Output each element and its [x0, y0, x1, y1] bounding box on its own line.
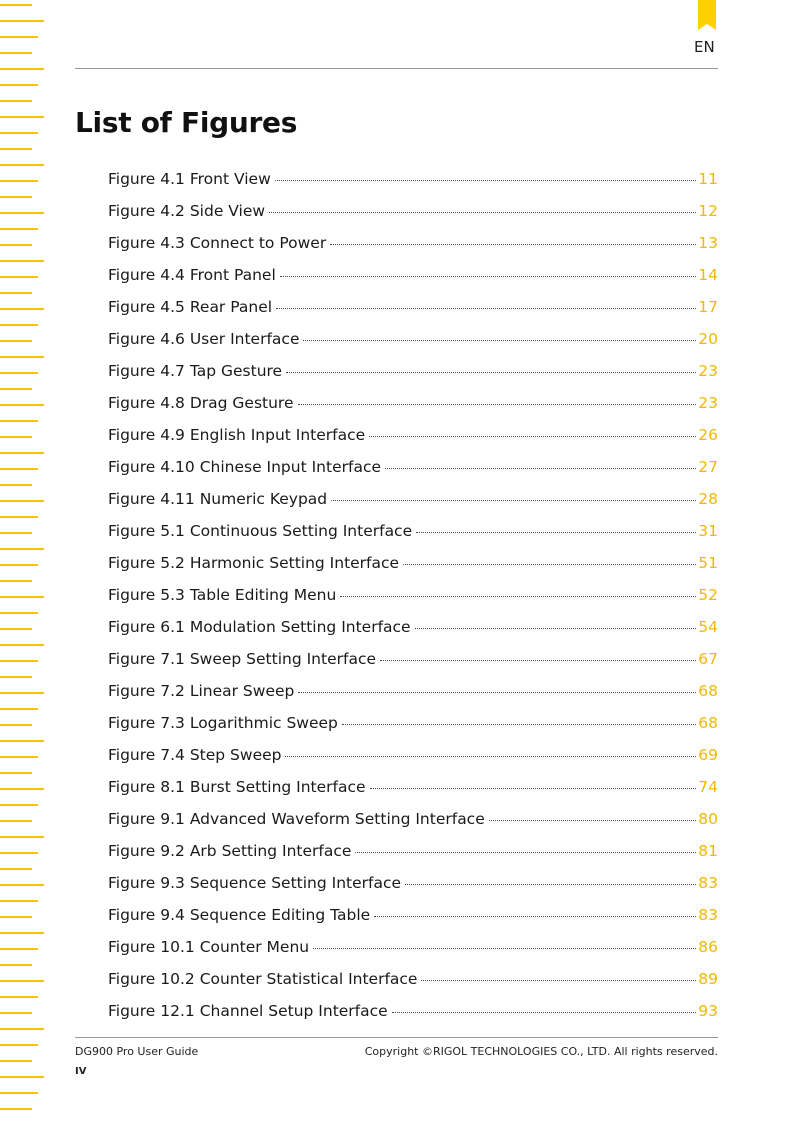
toc-entry-label[interactable]: Figure 4.11 Numeric Keypad	[108, 490, 328, 508]
toc-entry[interactable]	[108, 585, 718, 617]
margin-tick	[0, 644, 44, 646]
toc-entry[interactable]	[108, 905, 718, 937]
margin-tick	[0, 228, 38, 230]
margin-tick	[0, 308, 44, 310]
toc-entry-label[interactable]: Figure 5.1 Continuous Setting Interface	[108, 522, 413, 540]
margin-tick	[0, 356, 44, 358]
margin-tick	[0, 372, 38, 374]
toc-leader-dots	[415, 628, 697, 629]
margin-tick	[0, 20, 44, 22]
toc-entry-label[interactable]: Figure 4.6 User Interface	[108, 330, 300, 348]
toc-leader-dots	[374, 916, 696, 917]
toc-entry-page-link[interactable]: 14	[698, 266, 718, 284]
toc-entry-label[interactable]: Figure 9.3 Sequence Setting Interface	[108, 874, 402, 892]
toc-entry-page-link[interactable]: 20	[698, 330, 718, 348]
margin-tick	[0, 116, 44, 118]
toc-entry-label[interactable]: Figure 8.1 Burst Setting Interface	[108, 778, 366, 796]
toc-entry[interactable]	[108, 873, 718, 905]
toc-entry-page-link[interactable]: 27	[698, 458, 718, 476]
toc-entry-label[interactable]: Figure 5.3 Table Editing Menu	[108, 586, 337, 604]
toc-entry[interactable]	[108, 521, 718, 553]
toc-entry-page-link[interactable]: 89	[698, 970, 718, 988]
margin-tick	[0, 820, 32, 822]
toc-entry-page-link[interactable]: 26	[698, 426, 718, 444]
toc-entry-page-link[interactable]: 31	[698, 522, 718, 540]
toc-entry-page-link[interactable]: 52	[698, 586, 718, 604]
margin-tick	[0, 164, 44, 166]
toc-entry[interactable]	[108, 457, 718, 489]
margin-tick	[0, 500, 44, 502]
margin-tick	[0, 612, 38, 614]
margin-tick	[0, 900, 38, 902]
toc-leader-dots	[392, 1012, 697, 1013]
margin-tick	[0, 212, 44, 214]
margin-tick	[0, 948, 38, 950]
toc-entry-page-link[interactable]: 83	[698, 906, 718, 924]
toc-entry-page-link[interactable]: 93	[698, 1002, 718, 1020]
toc-entry[interactable]	[108, 745, 718, 777]
margin-tick-decoration	[0, 0, 50, 1122]
toc-entry-page-link[interactable]: 69	[698, 746, 718, 764]
toc-entry-page-link[interactable]: 28	[698, 490, 718, 508]
header-divider	[75, 68, 718, 69]
margin-tick	[0, 52, 32, 54]
language-tab-marker	[698, 0, 716, 30]
toc-entry-page-link[interactable]: 54	[698, 618, 718, 636]
margin-tick	[0, 980, 44, 982]
toc-entry[interactable]	[108, 265, 718, 297]
margin-tick	[0, 692, 44, 694]
toc-entry-label[interactable]: Figure 9.2 Arb Setting Interface	[108, 842, 352, 860]
toc-entry[interactable]	[108, 649, 718, 681]
toc-leader-dots	[421, 980, 696, 981]
toc-entry-page-link[interactable]: 86	[698, 938, 718, 956]
margin-tick	[0, 788, 44, 790]
footer-document-title: DG900 Pro User Guide	[75, 1045, 199, 1058]
margin-tick	[0, 1028, 44, 1030]
toc-entry-page-link[interactable]: 23	[698, 394, 718, 412]
margin-tick	[0, 84, 38, 86]
margin-tick	[0, 388, 32, 390]
toc-leader-dots	[370, 788, 697, 789]
toc-entry-page-link[interactable]: 67	[698, 650, 718, 668]
toc-entry[interactable]	[108, 777, 718, 809]
toc-entry-page-link[interactable]: 83	[698, 874, 718, 892]
margin-tick	[0, 596, 44, 598]
margin-tick	[0, 292, 32, 294]
margin-tick	[0, 4, 32, 6]
toc-entry-label[interactable]: Figure 12.1 Channel Setup Interface	[108, 1002, 388, 1020]
margin-tick	[0, 420, 38, 422]
toc-leader-dots	[303, 340, 696, 341]
margin-tick	[0, 708, 38, 710]
toc-leader-dots	[385, 468, 696, 469]
toc-entry-page-link[interactable]: 51	[698, 554, 718, 572]
toc-entry-label[interactable]: Figure 4.5 Rear Panel	[108, 298, 273, 316]
margin-tick	[0, 196, 32, 198]
margin-tick	[0, 324, 38, 326]
margin-tick	[0, 148, 32, 150]
toc-entry[interactable]	[108, 393, 718, 425]
margin-tick	[0, 884, 44, 886]
margin-tick	[0, 836, 44, 838]
margin-tick	[0, 564, 38, 566]
toc-entry-page-link[interactable]: 81	[698, 842, 718, 860]
toc-entry-label[interactable]: Figure 9.4 Sequence Editing Table	[108, 906, 371, 924]
margin-tick	[0, 964, 32, 966]
toc-leader-dots	[298, 404, 697, 405]
toc-leader-dots	[355, 852, 696, 853]
toc-entry[interactable]	[108, 297, 718, 329]
margin-tick	[0, 260, 44, 262]
toc-leader-dots	[280, 276, 696, 277]
toc-leader-dots	[298, 692, 696, 693]
margin-tick	[0, 436, 32, 438]
toc-entry-page-link[interactable]: 68	[698, 682, 718, 700]
toc-leader-dots	[285, 756, 696, 757]
toc-entry-label[interactable]: Figure 4.4 Front Panel	[108, 266, 276, 284]
margin-tick	[0, 868, 32, 870]
toc-leader-dots	[269, 212, 696, 213]
margin-tick	[0, 132, 38, 134]
toc-entry-label[interactable]: Figure 7.3 Logarithmic Sweep	[108, 714, 338, 732]
toc-leader-dots	[403, 564, 696, 565]
toc-entry-label[interactable]: Figure 5.2 Harmonic Setting Interface	[108, 554, 400, 572]
toc-entry-page-link[interactable]: 74	[698, 778, 718, 796]
margin-tick	[0, 852, 38, 854]
margin-tick	[0, 516, 38, 518]
toc-entry-label[interactable]: Figure 4.1 Front View	[108, 170, 271, 188]
toc-leader-dots	[342, 724, 696, 725]
toc-leader-dots	[416, 532, 696, 533]
margin-tick	[0, 100, 32, 102]
toc-entry[interactable]	[108, 937, 718, 969]
toc-entry[interactable]	[108, 809, 718, 841]
toc-leader-dots	[330, 244, 696, 245]
toc-entry-label[interactable]: Figure 7.4 Step Sweep	[108, 746, 282, 764]
margin-tick	[0, 276, 38, 278]
toc-leader-dots	[286, 372, 696, 373]
margin-tick	[0, 1012, 32, 1014]
toc-entry[interactable]	[108, 329, 718, 361]
margin-tick	[0, 916, 32, 918]
margin-tick	[0, 452, 44, 454]
margin-tick	[0, 580, 32, 582]
margin-tick	[0, 68, 44, 70]
margin-tick	[0, 1044, 38, 1046]
margin-tick	[0, 996, 38, 998]
toc-entry[interactable]	[108, 681, 718, 713]
toc-entry[interactable]	[108, 841, 718, 873]
margin-tick	[0, 676, 32, 678]
margin-tick	[0, 628, 32, 630]
page-number: IV	[75, 1066, 87, 1077]
toc-entry-label[interactable]: Figure 9.1 Advanced Waveform Setting Interface	[108, 810, 485, 828]
toc-entry-label[interactable]: Figure 7.1 Sweep Setting Interface	[108, 650, 377, 668]
margin-tick	[0, 1076, 44, 1078]
margin-tick	[0, 724, 32, 726]
toc-leader-dots	[275, 180, 697, 181]
toc-entry-label[interactable]: Figure 4.10 Chinese Input Interface	[108, 458, 381, 476]
toc-entry-label[interactable]: Figure 4.7 Tap Gesture	[108, 362, 283, 380]
toc-leader-dots	[369, 436, 696, 437]
toc-entry-label[interactable]: Figure 10.2 Counter Statistical Interface	[108, 970, 418, 988]
margin-tick	[0, 548, 44, 550]
toc-entry-label[interactable]: Figure 6.1 Modulation Setting Interface	[108, 618, 411, 636]
toc-entry[interactable]	[108, 713, 718, 745]
toc-leader-dots	[276, 308, 696, 309]
toc-entry-page-link[interactable]: 68	[698, 714, 718, 732]
toc-entry[interactable]	[108, 361, 718, 393]
footer-divider	[75, 1037, 718, 1038]
margin-tick	[0, 532, 32, 534]
toc-entry[interactable]	[108, 969, 718, 1001]
toc-leader-dots	[340, 596, 696, 597]
toc-entry-page-link[interactable]: 13	[698, 234, 718, 252]
margin-tick	[0, 740, 44, 742]
margin-tick	[0, 340, 32, 342]
toc-leader-dots	[380, 660, 696, 661]
toc-entry-label[interactable]: Figure 4.9 English Input Interface	[108, 426, 366, 444]
figure-list	[108, 169, 718, 1033]
margin-tick	[0, 1108, 32, 1110]
toc-entry-page-link[interactable]: 12	[698, 202, 718, 220]
margin-tick	[0, 404, 44, 406]
toc-leader-dots	[313, 948, 696, 949]
footer-copyright: Copyright ©RIGOL TECHNOLOGIES CO., LTD. All rights reserved.	[364, 1045, 718, 1058]
toc-entry[interactable]	[108, 201, 718, 233]
toc-entry[interactable]	[108, 425, 718, 457]
toc-entry[interactable]	[108, 617, 718, 649]
page-title: List of Figures	[75, 106, 298, 139]
margin-tick	[0, 772, 32, 774]
margin-tick	[0, 1060, 32, 1062]
toc-entry-label[interactable]: Figure 7.2 Linear Sweep	[108, 682, 295, 700]
toc-entry-page-link[interactable]: 11	[698, 170, 718, 188]
toc-entry-page-link[interactable]: 80	[698, 810, 718, 828]
toc-entry-page-link[interactable]: 17	[698, 298, 718, 316]
toc-leader-dots	[489, 820, 697, 821]
margin-tick	[0, 244, 32, 246]
toc-entry-page-link[interactable]: 23	[698, 362, 718, 380]
margin-tick	[0, 1092, 38, 1094]
margin-tick	[0, 804, 38, 806]
toc-entry-label[interactable]: Figure 4.3 Connect to Power	[108, 234, 327, 252]
margin-tick	[0, 932, 44, 934]
toc-entry[interactable]	[108, 489, 718, 521]
toc-entry[interactable]	[108, 169, 718, 201]
toc-entry-label[interactable]: Figure 4.2 Side View	[108, 202, 266, 220]
toc-entry[interactable]	[108, 1001, 718, 1033]
toc-entry[interactable]	[108, 233, 718, 265]
language-label: EN	[694, 38, 715, 56]
margin-tick	[0, 660, 38, 662]
toc-entry-label[interactable]: Figure 4.8 Drag Gesture	[108, 394, 294, 412]
toc-leader-dots	[331, 500, 696, 501]
margin-tick	[0, 756, 38, 758]
toc-entry-label[interactable]: Figure 10.1 Counter Menu	[108, 938, 310, 956]
toc-leader-dots	[405, 884, 696, 885]
toc-entry[interactable]	[108, 553, 718, 585]
margin-tick	[0, 484, 32, 486]
margin-tick	[0, 468, 38, 470]
margin-tick	[0, 36, 38, 38]
margin-tick	[0, 180, 38, 182]
